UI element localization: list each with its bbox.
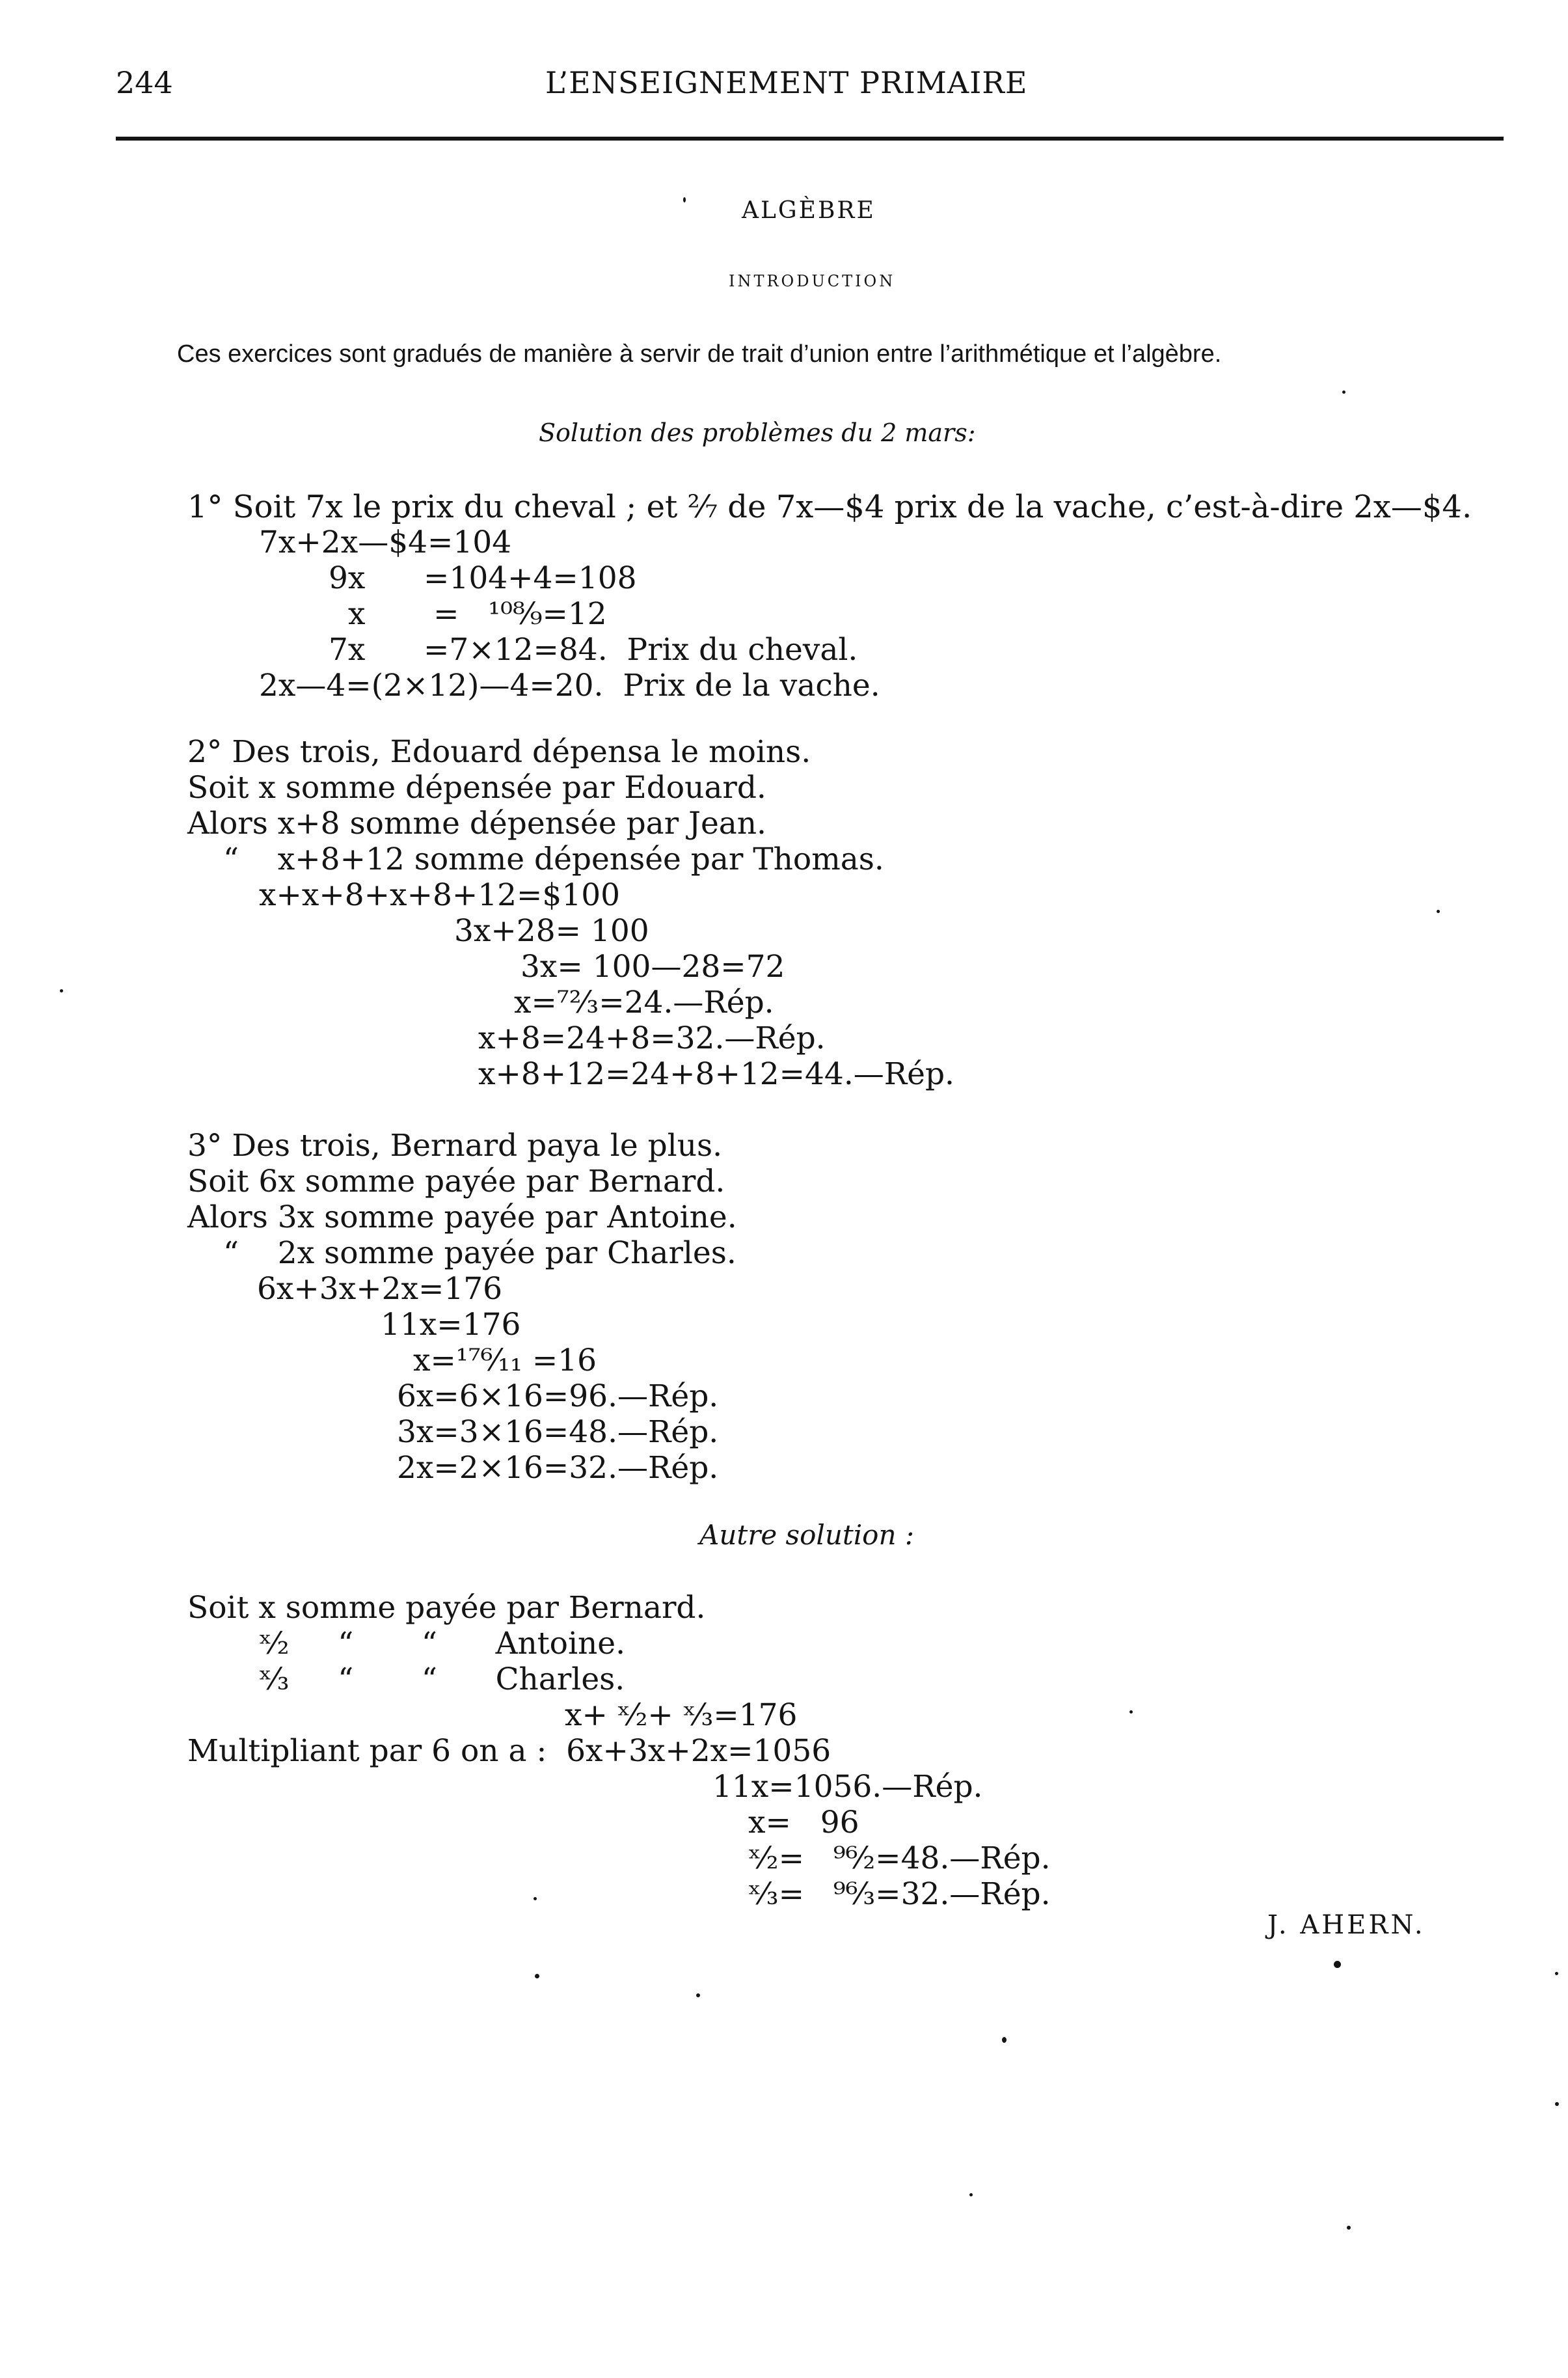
ink-speck bbox=[683, 197, 686, 202]
problem3-statement: 3° Des trois, Bernard paya le plus. bbox=[187, 1128, 723, 1164]
problem2-statement: 2° Des trois, Edouard dépensa le moins. bbox=[187, 734, 811, 770]
equation-line: x+x+8+x+8+12=$100 bbox=[259, 877, 621, 913]
equation-line: 3x+28= 100 bbox=[454, 913, 649, 949]
intro-paragraph: Ces exercices sont gradués de manière à servir de trait d’union entre l’arithmétique et l’algèbre. bbox=[177, 340, 1222, 368]
equation-line: x+ ˣ⁄₂+ ˣ⁄₃=176 bbox=[565, 1697, 798, 1733]
text-line: Alors x+8 somme dépensée par Jean. bbox=[187, 806, 766, 841]
equation-line: x= 96 bbox=[748, 1805, 859, 1840]
equation-line: 2x=2×16=32.—Rép. bbox=[397, 1450, 719, 1486]
equation-line: x+8+12=24+8+12=44.—Rép. bbox=[478, 1056, 954, 1092]
running-title: L’ENSEIGNEMENT PRIMAIRE bbox=[545, 65, 1028, 100]
text-line: Soit x somme payée par Bernard. bbox=[187, 1590, 706, 1626]
ink-speck bbox=[696, 1993, 700, 1997]
equation-line: 2x—4=(2×12)—4=20. Prix de la vache. bbox=[259, 668, 880, 704]
equation-line: x+8=24+8=32.—Rép. bbox=[478, 1020, 826, 1056]
text-line: “ x+8+12 somme dépensée par Thomas. bbox=[223, 841, 884, 877]
equation-line: 6x+3x+2x=176 bbox=[257, 1271, 503, 1307]
equation-line: x = ¹⁰⁸⁄₉=12 bbox=[348, 596, 607, 632]
ink-speck bbox=[1555, 2102, 1559, 2106]
ink-speck bbox=[1437, 910, 1440, 913]
equation-line: 9x =104+4=108 bbox=[329, 560, 637, 596]
ink-speck bbox=[1129, 1710, 1133, 1714]
equation-line: 11x=176 bbox=[381, 1307, 521, 1343]
equation-line: 6x=6×16=96.—Rép. bbox=[397, 1378, 719, 1414]
header-rule bbox=[116, 137, 1504, 141]
equation-line: ˣ⁄₂= ⁹⁶⁄₂=48.—Rép. bbox=[748, 1840, 1051, 1876]
text-line: Soit x somme dépensée par Edouard. bbox=[187, 770, 766, 806]
equation-line: x=⁷²⁄₃=24.—Rép. bbox=[514, 985, 774, 1020]
text-line: ˣ⁄₂ “ “ Antoine. bbox=[259, 1626, 626, 1661]
ink-speck bbox=[1334, 1961, 1341, 1968]
equation-line: 3x= 100—28=72 bbox=[520, 949, 785, 985]
text-line: Soit 6x somme payée par Bernard. bbox=[187, 1164, 725, 1199]
section-title: ALGÈBRE bbox=[742, 197, 876, 224]
problem1-statement: 1° Soit 7x le prix du cheval ; et ²⁄₇ de 7x—$4 prix de la vache, c’est-à-dire 2x—$4. bbox=[187, 489, 1472, 525]
ink-speck bbox=[1002, 2037, 1007, 2043]
equation-line: ˣ⁄₃= ⁹⁶⁄₃=32.—Rép. bbox=[748, 1876, 1051, 1912]
equation-line: 3x=3×16=48.—Rép. bbox=[397, 1414, 719, 1450]
ink-speck bbox=[534, 1897, 537, 1900]
ink-speck bbox=[60, 989, 63, 992]
ink-speck bbox=[1555, 1972, 1558, 1975]
ink-speck bbox=[1342, 390, 1345, 394]
page-number: 244 bbox=[116, 65, 173, 100]
text-line: ˣ⁄₃ “ “ Charles. bbox=[259, 1661, 625, 1697]
equation-line: 7x+2x—$4=104 bbox=[259, 525, 512, 560]
ink-speck bbox=[1347, 2226, 1351, 2230]
solutions-heading: Solution des problèmes du 2 mars: bbox=[539, 418, 976, 447]
signature: J. AHERN. bbox=[1267, 1910, 1426, 1940]
equation-line: Multipliant par 6 on a : 6x+3x+2x=1056 bbox=[187, 1733, 831, 1769]
text-line: Alors 3x somme payée par Antoine. bbox=[187, 1199, 737, 1235]
alt-solution-heading: Autre solution : bbox=[699, 1519, 915, 1551]
text-line: “ 2x somme payée par Charles. bbox=[223, 1235, 737, 1271]
ink-speck bbox=[535, 1974, 539, 1978]
equation-line: 11x=1056.—Rép. bbox=[712, 1769, 983, 1805]
equation-line: x=¹⁷⁶⁄₁₁ =16 bbox=[413, 1343, 597, 1378]
section-subtitle: INTRODUCTION bbox=[729, 272, 896, 290]
ink-speck bbox=[969, 2193, 973, 2196]
equation-line: 7x =7×12=84. Prix du cheval. bbox=[329, 632, 858, 668]
